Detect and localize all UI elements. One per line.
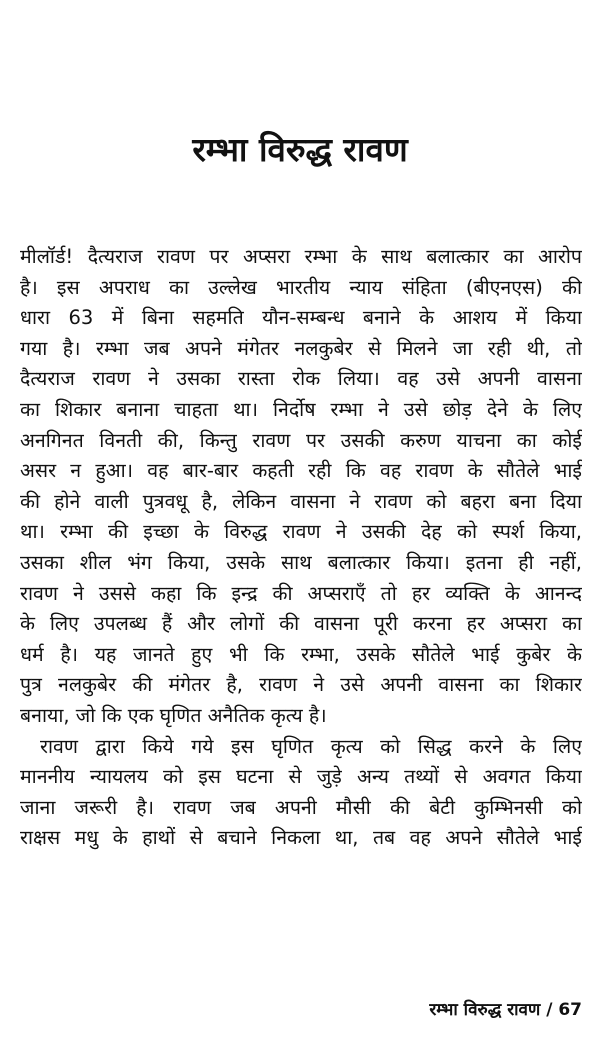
text-line: मीलॉर्ड! दैत्यराज रावण पर अप्सरा रम्भा के साथ बलात्कार का आरोप [20, 245, 582, 268]
chapter-title: रम्भा विरुद्ध रावण [192, 130, 408, 169]
text-line: जाना जरूरी है। रावण जब अपनी मौसी की बेटी कुम्भिनसी को [20, 795, 582, 819]
body-text [20, 242, 582, 854]
text-line: अनगिनत विनती की, किन्तु रावण पर उसकी करुण याचना का कोई [20, 428, 582, 452]
text-line: था। रम्भा की इच्छा के विरुद्ध रावण ने उसकी देह को स्पर्श किया, [20, 520, 582, 544]
text-line: रावण ने उससे कहा कि इन्द्र की अप्सराएँ तो हर व्यक्ति के आनन्द [20, 581, 582, 605]
text-line: गया है। रम्भा जब अपने मंगेतर नलकुबेर से मिलने जा रही थी, तो [20, 336, 582, 360]
text-line: माननीय न्यायलय को इस घटना से जुड़े अन्य तथ्यों से अवगत किया [20, 765, 582, 789]
text-line: दैत्यराज रावण ने उसका रास्ता रोक लिया। वह उसे अपनी वासना [20, 367, 582, 391]
text-line: धर्म है। यह जानते हुए भी कि रम्भा, उसके सौतेले भाई कुबेर के [20, 642, 582, 666]
text-line: पुत्र नलकुबेर की मंगेतर है, रावण ने उसे अपनी वासना का शिकार [20, 673, 582, 697]
text-line: बनाया, जो कि एक घृणित अनैतिक कृत्य है। [20, 703, 327, 727]
text-line: है। इस अपराध का उल्लेख भारतीय न्याय संहिता (बीएनएस) की [20, 275, 582, 299]
text-line: के लिए उपलब्ध हैं और लोगों की वासना पूरी करना हर अप्सरा का [20, 612, 582, 636]
text-line: राक्षस मधु के हाथों से बचाने निकला था, तब वह अपने सौतेले भाई [20, 826, 582, 850]
text-line: रावण द्वारा किये गये इस घृणित कृत्य को सिद्ध करने के लिए [40, 734, 582, 758]
text-line: का शिकार बनाना चाहता था। निर्दोष रम्भा ने उसे छोड़ देने के लिए [20, 397, 582, 421]
text-line: की होने वाली पुत्रवधू है, लेकिन वासना ने रावण को बहरा बना दिया [20, 489, 582, 513]
text-line: उसका शील भंग किया, उसके साथ बलात्कार किया। इतना ही नहीं, [20, 550, 582, 574]
text-line: धारा 63 में बिना सहमति यौन-सम्बन्ध बनाने के आशय में किया [20, 306, 582, 330]
text-line: असर न हुआ। वह बार-बार कहती रही कि वह रावण के सौतेले भाई [20, 459, 582, 483]
page-footer: रम्भा विरुद्ध रावण / 67 [429, 1000, 582, 1020]
